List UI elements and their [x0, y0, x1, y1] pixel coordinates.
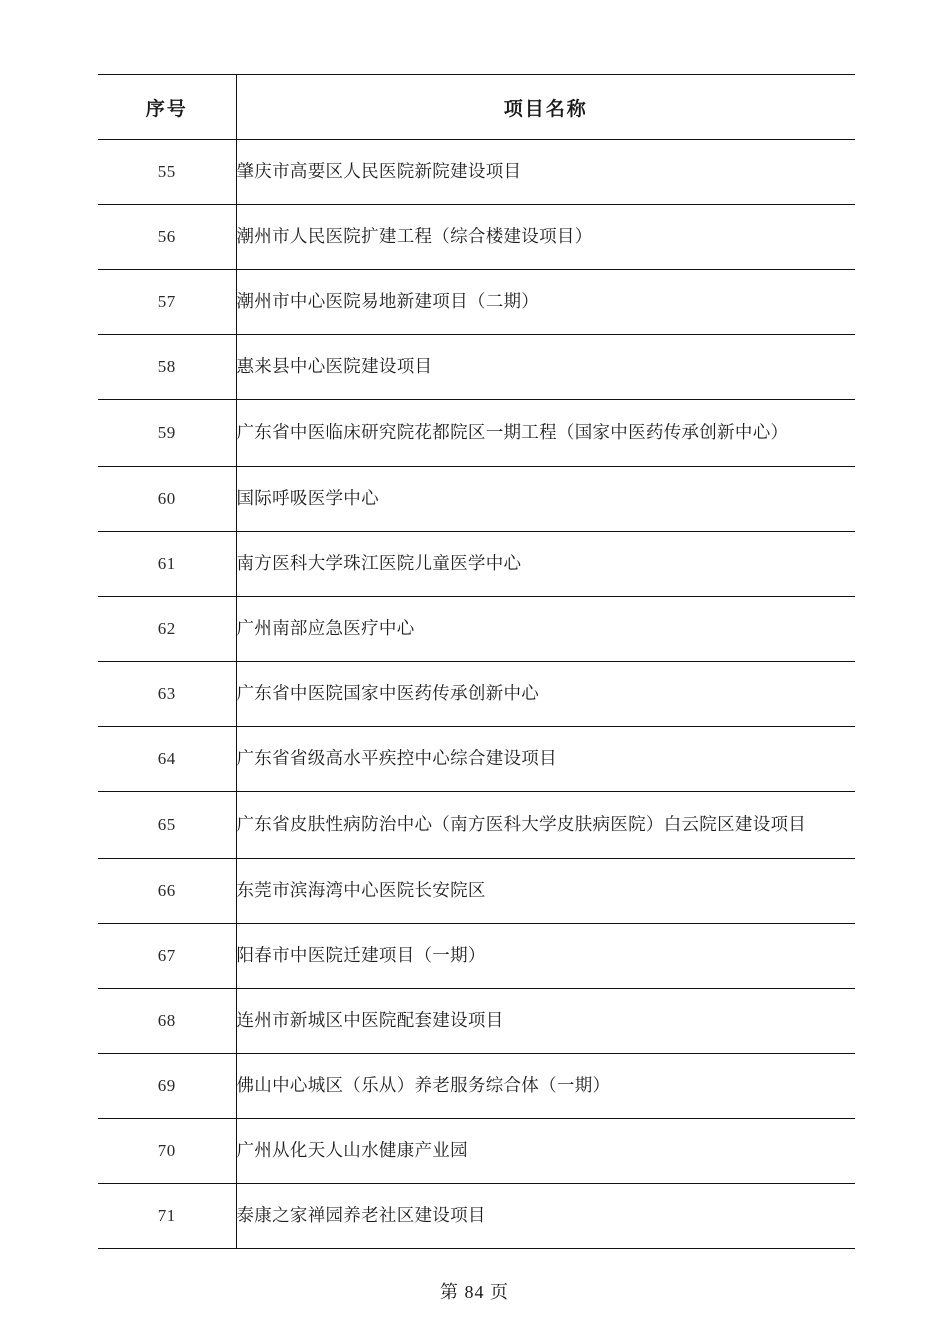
cell-sequence-number: 70: [98, 1119, 236, 1184]
project-table-container: [98, 74, 855, 1249]
cell-sequence-number: 59: [98, 400, 236, 467]
cell-project-name: 国际呼吸医学中心: [236, 467, 855, 532]
table-row: [98, 727, 855, 792]
table-row: [98, 924, 855, 989]
table-row: [98, 1184, 855, 1249]
cell-sequence-number: 56: [98, 205, 236, 270]
project-list-table: [98, 74, 855, 1249]
table-header: [98, 75, 855, 140]
cell-sequence-number: 61: [98, 532, 236, 597]
cell-project-name: 连州市新城区中医院配套建设项目: [236, 989, 855, 1054]
cell-project-name: 广东省皮肤性病防治中心（南方医科大学皮肤病医院）白云院区建设项目: [236, 792, 855, 859]
cell-project-name: 潮州市人民医院扩建工程（综合楼建设项目）: [236, 205, 855, 270]
cell-sequence-number: 67: [98, 924, 236, 989]
table-row: [98, 140, 855, 205]
table-row: [98, 1054, 855, 1119]
table-row: [98, 270, 855, 335]
table-row: [98, 205, 855, 270]
cell-sequence-number: 69: [98, 1054, 236, 1119]
table-body: [98, 140, 855, 1249]
table-header-row: [98, 75, 855, 140]
cell-project-name: 广东省中医临床研究院花都院区一期工程（国家中医药传承创新中心）: [236, 400, 855, 467]
cell-project-name: 广东省省级高水平疾控中心综合建设项目: [236, 727, 855, 792]
cell-sequence-number: 68: [98, 989, 236, 1054]
cell-project-name: 广东省中医院国家中医药传承创新中心: [236, 662, 855, 727]
cell-project-name: 惠来县中心医院建设项目: [236, 335, 855, 400]
cell-sequence-number: 66: [98, 859, 236, 924]
table-row: [98, 1119, 855, 1184]
cell-project-name: 阳春市中医院迁建项目（一期）: [236, 924, 855, 989]
cell-sequence-number: 64: [98, 727, 236, 792]
table-row: [98, 532, 855, 597]
cell-project-name: 肇庆市高要区人民医院新院建设项目: [236, 140, 855, 205]
table-row: [98, 597, 855, 662]
column-header-sequence: 序号: [98, 75, 236, 140]
table-row: [98, 989, 855, 1054]
page-footer: 第 84 页: [440, 1282, 509, 1302]
cell-sequence-number: 55: [98, 140, 236, 205]
table-row: [98, 859, 855, 924]
column-header-project-name: 项目名称: [236, 75, 855, 140]
cell-project-name: 泰康之家禅园养老社区建设项目: [236, 1184, 855, 1249]
table-row: [98, 335, 855, 400]
table-row: [98, 662, 855, 727]
cell-project-name: 东莞市滨海湾中心医院长安院区: [236, 859, 855, 924]
cell-sequence-number: 62: [98, 597, 236, 662]
table-row: [98, 400, 855, 467]
cell-project-name: 广州从化天人山水健康产业园: [236, 1119, 855, 1184]
cell-sequence-number: 60: [98, 467, 236, 532]
cell-sequence-number: 71: [98, 1184, 236, 1249]
cell-project-name: 南方医科大学珠江医院儿童医学中心: [236, 532, 855, 597]
cell-sequence-number: 58: [98, 335, 236, 400]
cell-sequence-number: 65: [98, 792, 236, 859]
table-row: [98, 792, 855, 859]
cell-sequence-number: 57: [98, 270, 236, 335]
cell-sequence-number: 63: [98, 662, 236, 727]
table-row: [98, 467, 855, 532]
cell-project-name: 广州南部应急医疗中心: [236, 597, 855, 662]
cell-project-name: 潮州市中心医院易地新建项目（二期）: [236, 270, 855, 335]
cell-project-name: 佛山中心城区（乐从）养老服务综合体（一期）: [236, 1054, 855, 1119]
